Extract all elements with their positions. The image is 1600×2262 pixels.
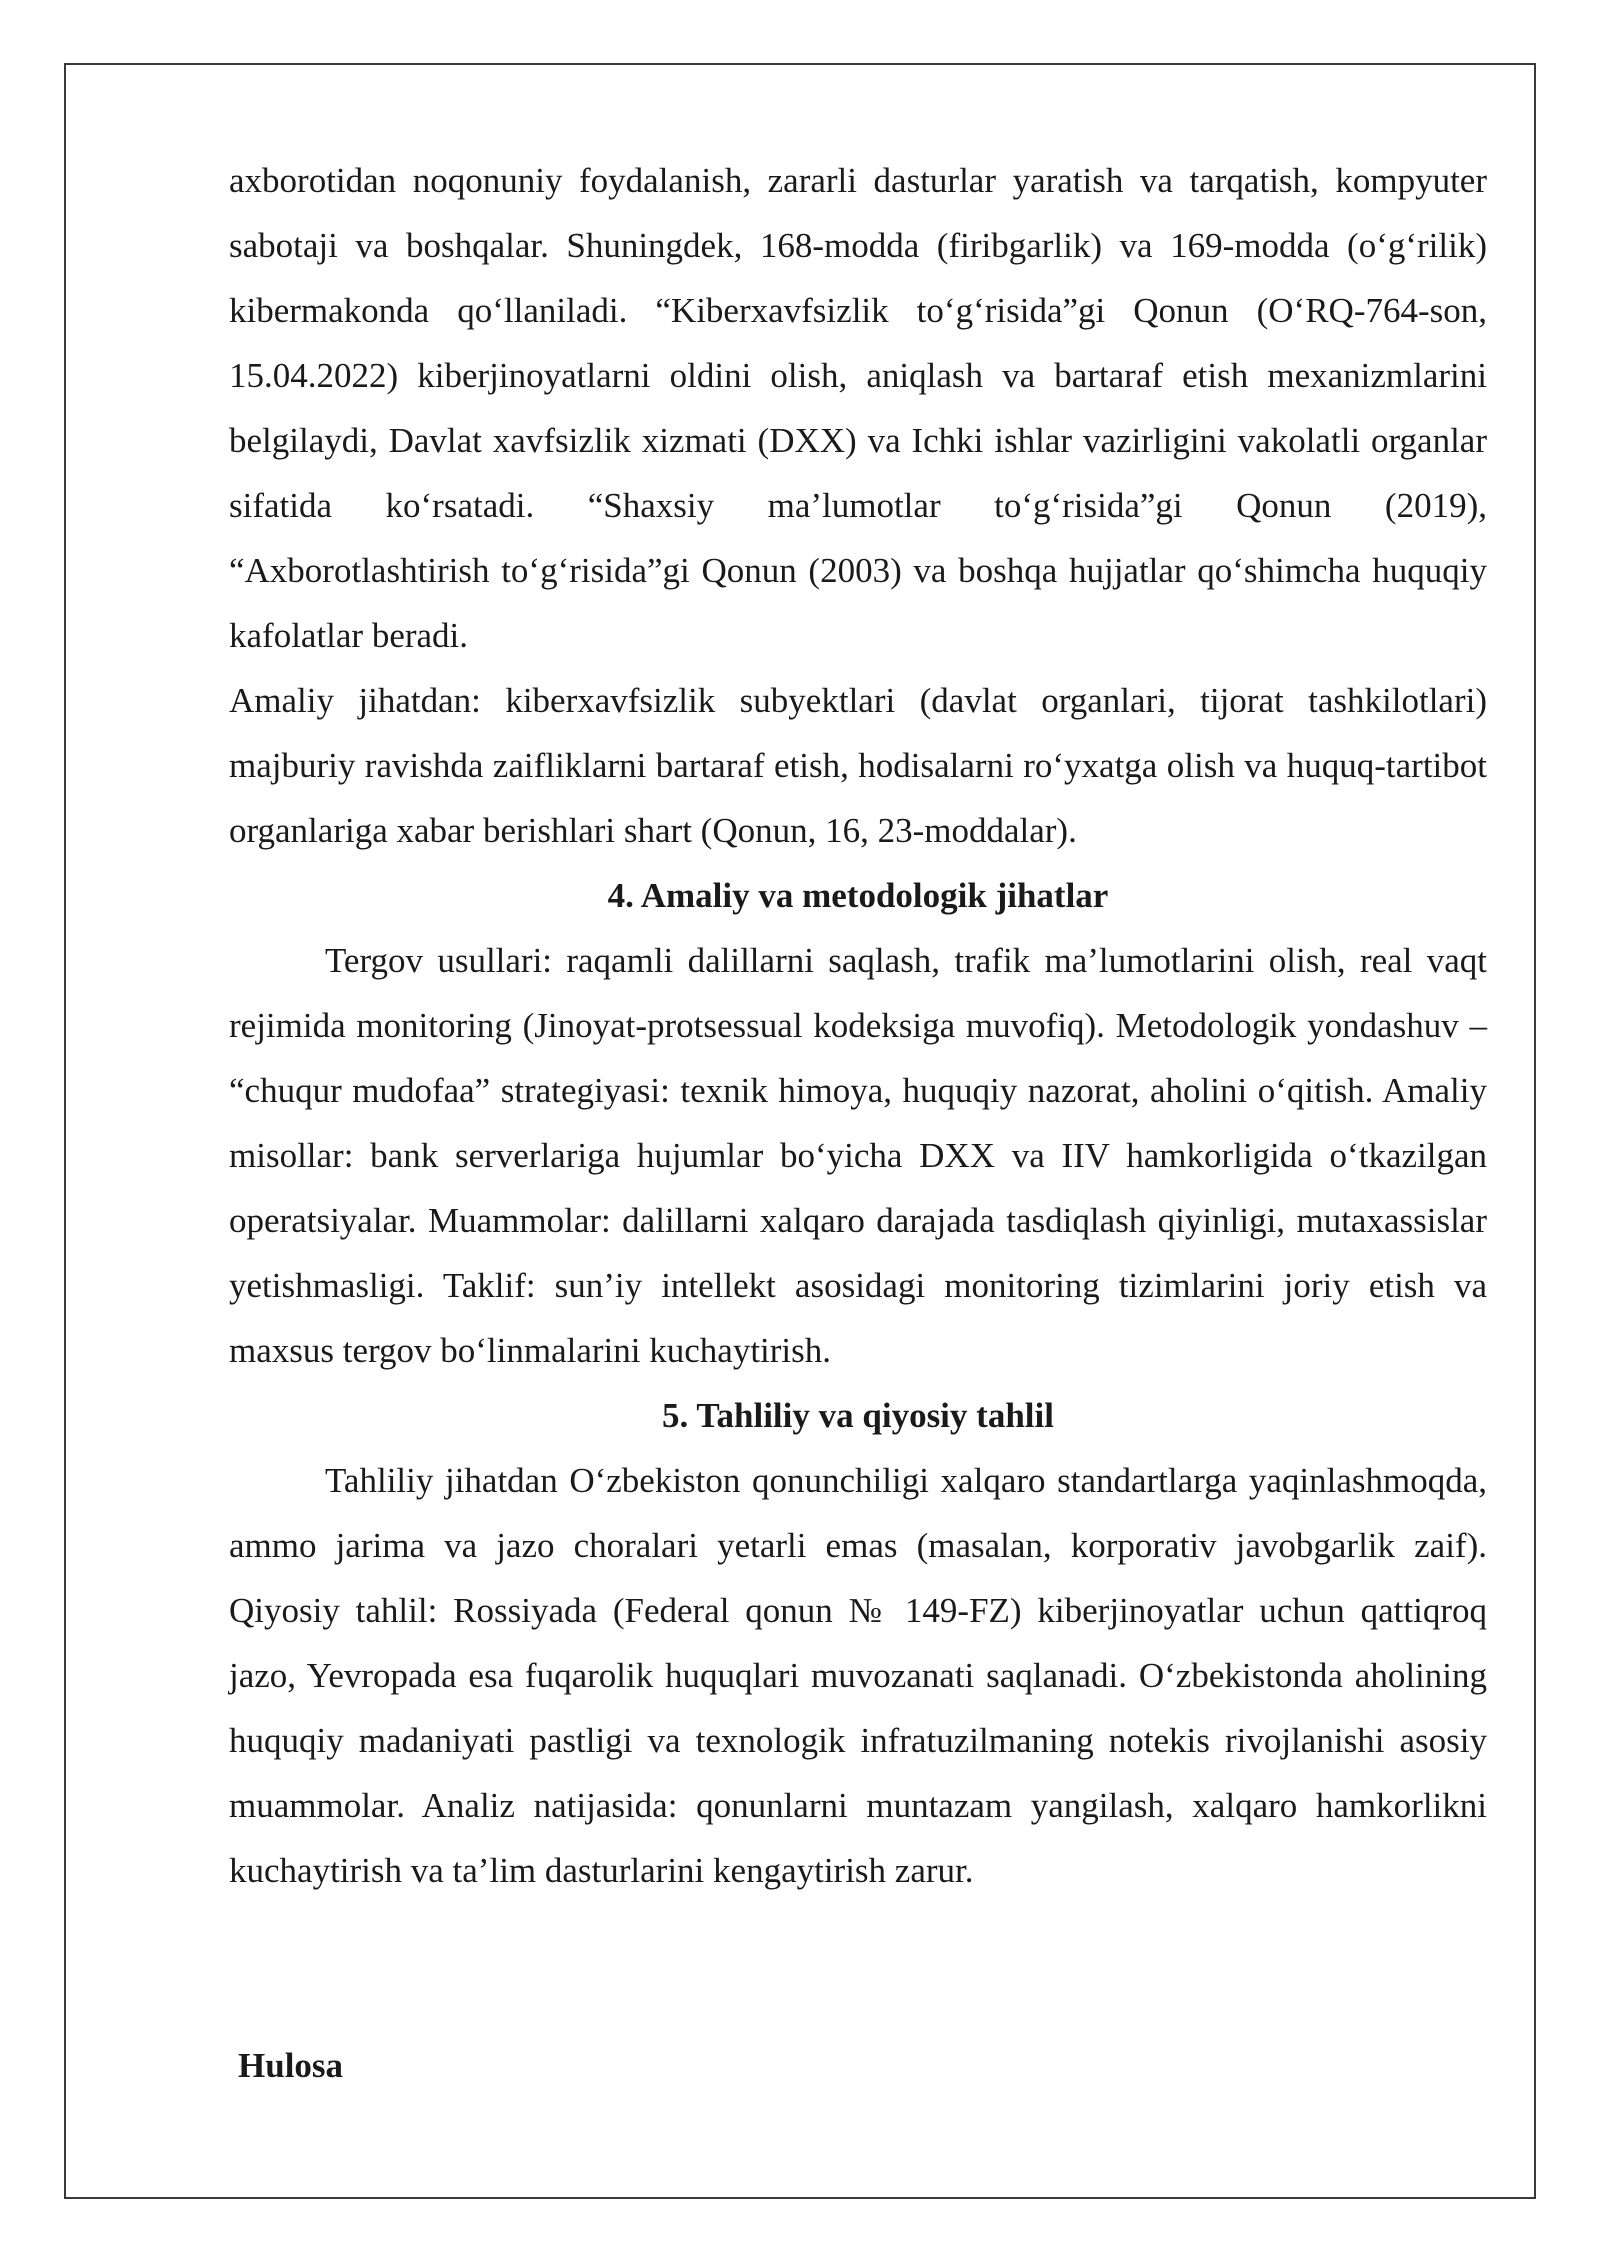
section-4-heading: 4. Amaliy va metodologik jihatlar [607,876,1109,915]
section-5-heading: 5. Tahliliy va qiyosiy tahlil [662,1396,1054,1435]
paragraph-practical-aspect: Amaliy jihatdan: kiberxavfsizlik subyektlari (davlat organlari, tijorat tashkilotlari) majburiy ravishda zaifliklarni bartaraf etish, hodisalarni ro‘yxatga olish va huquq-tartibot organlariga xabar berishlari shart (Qonun, 16, 23-moddalar). [229,681,1487,850]
conclusion-heading: Hulosa [238,2046,344,2085]
section-5-paragraph: Tahliliy jihatdan O‘zbekiston qonunchiligi xalqaro standartlarga yaqinlashmoqda, ammo jarima va jazo choralari yetarli emas (masalan, korporativ javobgarlik zaif). Qiyosiy tahlil: Rossiyada (Federal qonun № 149-FZ) kiberjinoyatlar uchun qattiqroq jazo, Yevropada esa fuqarolik huquqlari muvozanati saqlanadi. O‘zbekistonda aholining huquqiy madaniyati pastligi va texnologik infratuzilmaning notekis rivojlanishi asosiy muammolar. Analiz natijasida: qonunlarni muntazam yangilash, xalqaro hamkorlikni kuchaytirish va ta’lim dasturlarini kengaytirish zarur. [229,1461,1487,1890]
paragraph-legal-framework: axborotidan noqonuniy foydalanish, zararli dasturlar yaratish va tarqatish, kompyuter sabotaji va boshqalar. Shuningdek, 168-modda (firibgarlik) va 169-modda (o‘g‘rilik) kibermakonda qo‘llaniladi. “Kiberxavfsizlik to‘g‘risida”gi Qonun (O‘RQ-764-son, 15.04.2022) kiberjinoyatlarni oldini olish, aniqlash va bartaraf etish mexanizmlarini belgilaydi, Davlat xavfsizlik xizmati (DXX) va Ichki ishlar vazirligini vakolatli organlar sifatida ko‘rsatadi. “Shaxsiy ma’lumotlar to‘g‘risida”gi Qonun (2019), “Axborotlashtirish to‘g‘risida”gi Qonun (2003) va boshqa hujjatlar qo‘shimcha huquqiy kafolatlar beradi. [229,161,1487,655]
section-4-paragraph: Tergov usullari: raqamli dalillarni saqlash, trafik ma’lumotlarini olish, real vaqt rejimida monitoring (Jinoyat-protsessual kodeksiga muvofiq). Metodologik yondashuv – “chuqur mudofaa” strategiyasi: texnik himoya, huquqiy nazorat, aholini o‘qitish. Amaliy misollar: bank serverlariga hujumlar bo‘yicha DXX va IIV hamkorligida o‘tkazilgan operatsiyalar. Muammolar: dalillarni xalqaro darajada tasdiqlash qiyinligi, mutaxassislar yetishmasligi. Taklif: sun’iy intellekt asosidagi monitoring tizimlarini joriy etish va maxsus tergov bo‘linmalarini kuchaytirish. [229,941,1487,1370]
document-body [229,148,1487,1903]
